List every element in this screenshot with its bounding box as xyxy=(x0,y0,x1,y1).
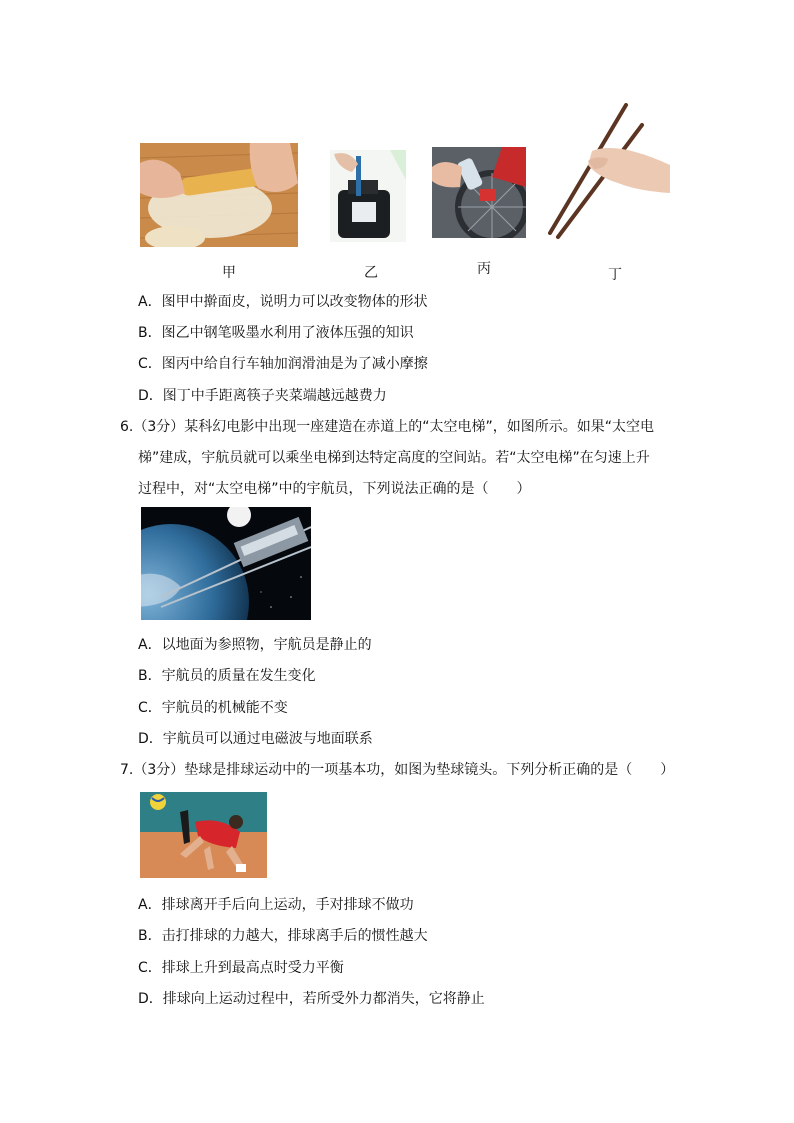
q6-option-c: C．宇航员的机械能不变 xyxy=(138,700,288,716)
q5-option-d: D．图丁中手距离筷子夹菜端越远越费力 xyxy=(138,388,387,404)
q6-stem-line-3: 过程中，对“太空电梯”中的宇航员，下列说法正确的是（ ） xyxy=(138,481,531,497)
q5-option-a: A．图甲中擀面皮，说明力可以改变物体的形状 xyxy=(138,294,428,310)
caption-ding: 丁 xyxy=(608,267,622,283)
q6-stem-line-2: 梯”建成，宇航员就可以乘坐电梯到达特定高度的空间站。若“太空电梯”在匀速上升 xyxy=(138,450,650,466)
figure-bing-bicycle-oil xyxy=(432,147,526,238)
figure-yi-fountain-pen xyxy=(330,150,406,242)
figure-jia-rolling-dough xyxy=(140,143,298,247)
q7-stem-line: 7.（3分）垫球是排球运动中的一项基本功，如图为垫球镜头。下列分析正确的是（ ） xyxy=(120,762,675,778)
q5-option-b: B．图乙中钢笔吸墨水利用了液体压强的知识 xyxy=(138,325,414,341)
q7-option-c: C．排球上升到最高点时受力平衡 xyxy=(138,960,344,976)
q7-option-a: A．排球离开手后向上运动，手对排球不做功 xyxy=(138,897,414,913)
caption-yi: 乙 xyxy=(364,265,378,281)
q7-option-d: D．排球向上运动过程中，若所受外力都消失，它将静止 xyxy=(138,991,485,1007)
q7-option-b: B．击打排球的力越大，排球离手后的惯性越大 xyxy=(138,928,428,944)
caption-bing: 丙 xyxy=(477,261,491,277)
q6-option-d: D．宇航员可以通过电磁波与地面联系 xyxy=(138,731,373,747)
figure-ding-chopsticks xyxy=(548,103,670,240)
figure-space-elevator xyxy=(141,507,311,620)
q6-option-b: B．宇航员的质量在发生变化 xyxy=(138,668,316,684)
q6-option-a: A．以地面为参照物，宇航员是静止的 xyxy=(138,637,372,653)
q6-stem-line-1: 6.（3分）某科幻电影中出现一座建造在赤道上的“太空电梯”，如图所示。如果“太空电 xyxy=(120,419,655,435)
figure-volleyball-dig xyxy=(140,792,267,878)
caption-jia: 甲 xyxy=(222,265,236,281)
q5-option-c: C．图丙中给自行车轴加润滑油是为了减小摩擦 xyxy=(138,356,428,372)
